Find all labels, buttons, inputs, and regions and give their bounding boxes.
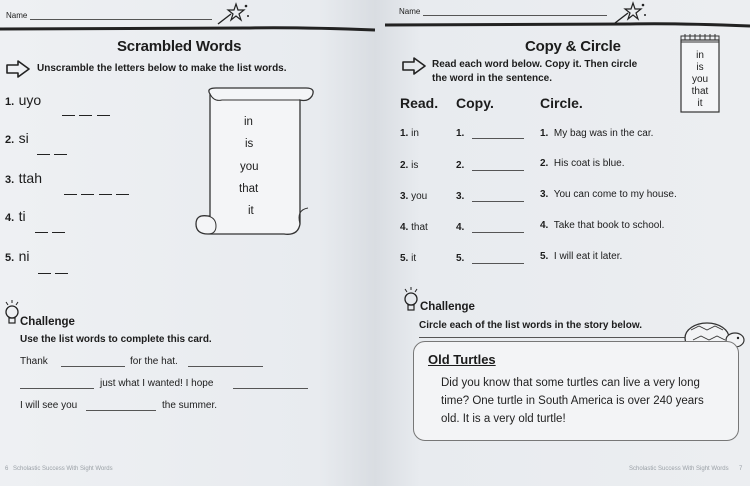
copy-blank-1[interactable]: [472, 138, 524, 139]
name-label: Name: [399, 7, 421, 16]
read-word-row-3: 3. you: [400, 191, 428, 202]
copy-blank-3[interactable]: [472, 201, 524, 202]
copy-num: 3.: [456, 191, 465, 202]
scrambled-letters: ti: [18, 208, 26, 224]
scramble-item-3: 3. ttah: [5, 170, 42, 186]
page-number: 7: [739, 466, 743, 472]
card-text: just what I wanted! I hope: [100, 378, 214, 389]
scramble-item-5: 5. ni: [5, 248, 30, 264]
name-line[interactable]: [30, 19, 212, 20]
scrambled-letters: ttah: [18, 170, 42, 186]
name-line[interactable]: [423, 15, 607, 16]
copy-blank-2[interactable]: [472, 170, 524, 171]
footer-text: Scholastic Success With Sight Words: [629, 466, 729, 472]
copy-blank-5[interactable]: [472, 263, 524, 264]
scroll-word: in: [244, 116, 253, 128]
copy-num: 2.: [456, 160, 465, 171]
read-word-row-5: 5. it: [400, 253, 417, 264]
header-circle: Circle.: [540, 95, 583, 111]
scrambled-letters: ni: [18, 248, 30, 264]
answer-blanks-4[interactable]: [35, 220, 65, 238]
card-blank-3[interactable]: [20, 388, 94, 389]
circle-sentence-row-4[interactable]: 4. Take that book to school.: [540, 220, 665, 231]
story-line-3: old. It is a very old turtle!: [441, 413, 566, 425]
copy-num: 5.: [456, 253, 465, 264]
lightbulb-icon: [3, 299, 21, 327]
card-text: the summer.: [162, 400, 218, 411]
arrow-icon: [5, 60, 31, 78]
card-blank-1[interactable]: [61, 366, 125, 367]
scroll-word: you: [240, 161, 259, 173]
story-line-2: time? One turtle in South America is over 240 years: [441, 395, 704, 407]
card-line-1: Thank: [20, 356, 48, 367]
read-word-row-1: 1. in: [400, 128, 419, 139]
challenge-rule: [419, 337, 691, 338]
scramble-item-4: 4. ti: [5, 208, 26, 224]
story-line-1: Did you know that some turtles can live a very long: [441, 377, 700, 389]
scroll-word: is: [245, 138, 254, 150]
notepad-words: in is you that it: [691, 50, 709, 109]
scramble-item-1: 1. uyo: [5, 92, 42, 108]
answer-blanks-3[interactable]: [64, 182, 129, 200]
scrambled-letters: uyo: [18, 92, 42, 108]
circle-sentence-row-3[interactable]: 3. You can come to my house.: [540, 189, 677, 200]
footer-text: Scholastic Success With Sight Words: [13, 466, 113, 472]
lightbulb-icon: [402, 286, 420, 314]
header-rule: [0, 24, 375, 34]
scroll-word: it: [248, 205, 254, 217]
header-rule: [375, 20, 750, 30]
header-copy: Copy.: [456, 95, 494, 111]
page-title: Copy & Circle: [525, 38, 621, 55]
card-blank-2[interactable]: [188, 366, 263, 367]
card-blank-5[interactable]: [86, 410, 156, 411]
page-title: Scrambled Words: [117, 38, 242, 55]
scrambled-letters: si: [18, 130, 29, 146]
answer-blanks-5[interactable]: [38, 261, 68, 279]
circle-sentence-row-5[interactable]: 5. I will eat it later.: [540, 251, 623, 262]
challenge-instruction: Use the list words to complete this card.: [20, 334, 212, 345]
challenge-title: Challenge: [420, 301, 475, 313]
copy-blank-4[interactable]: [472, 232, 524, 233]
instruction-line-2: the word in the sentence.: [432, 73, 553, 84]
card-text: for the hat.: [130, 356, 178, 367]
circle-sentence-row-1[interactable]: 1. My bag was in the car.: [540, 128, 654, 139]
arrow-icon: [401, 57, 427, 75]
circle-sentence-row-2[interactable]: 2. His coat is blue.: [540, 158, 625, 169]
answer-blanks-2[interactable]: [37, 142, 67, 160]
challenge-title: Challenge: [20, 316, 75, 328]
instruction-line-1: Read each word below. Copy it. Then circle: [432, 59, 638, 70]
read-word-row-2: 2. is: [400, 160, 419, 171]
name-label: Name: [6, 11, 28, 20]
read-word-row-4: 4. that: [400, 222, 428, 233]
copy-num: 1.: [456, 128, 465, 139]
card-text: I will see you: [20, 400, 78, 411]
scroll-word: that: [239, 183, 259, 195]
instruction-text: Unscramble the letters below to make the list words.: [37, 63, 287, 74]
page-number: 6: [5, 466, 9, 472]
challenge-instruction: Circle each of the list words in the story below.: [419, 320, 643, 331]
right-worksheet-page: [375, 0, 750, 486]
scramble-item-2: 2. si: [5, 130, 29, 146]
story-title: Old Turtles: [428, 352, 496, 367]
header-read: Read.: [400, 95, 439, 111]
answer-blanks-1[interactable]: [62, 103, 110, 121]
copy-num: 4.: [456, 222, 465, 233]
card-blank-4[interactable]: [233, 388, 308, 389]
